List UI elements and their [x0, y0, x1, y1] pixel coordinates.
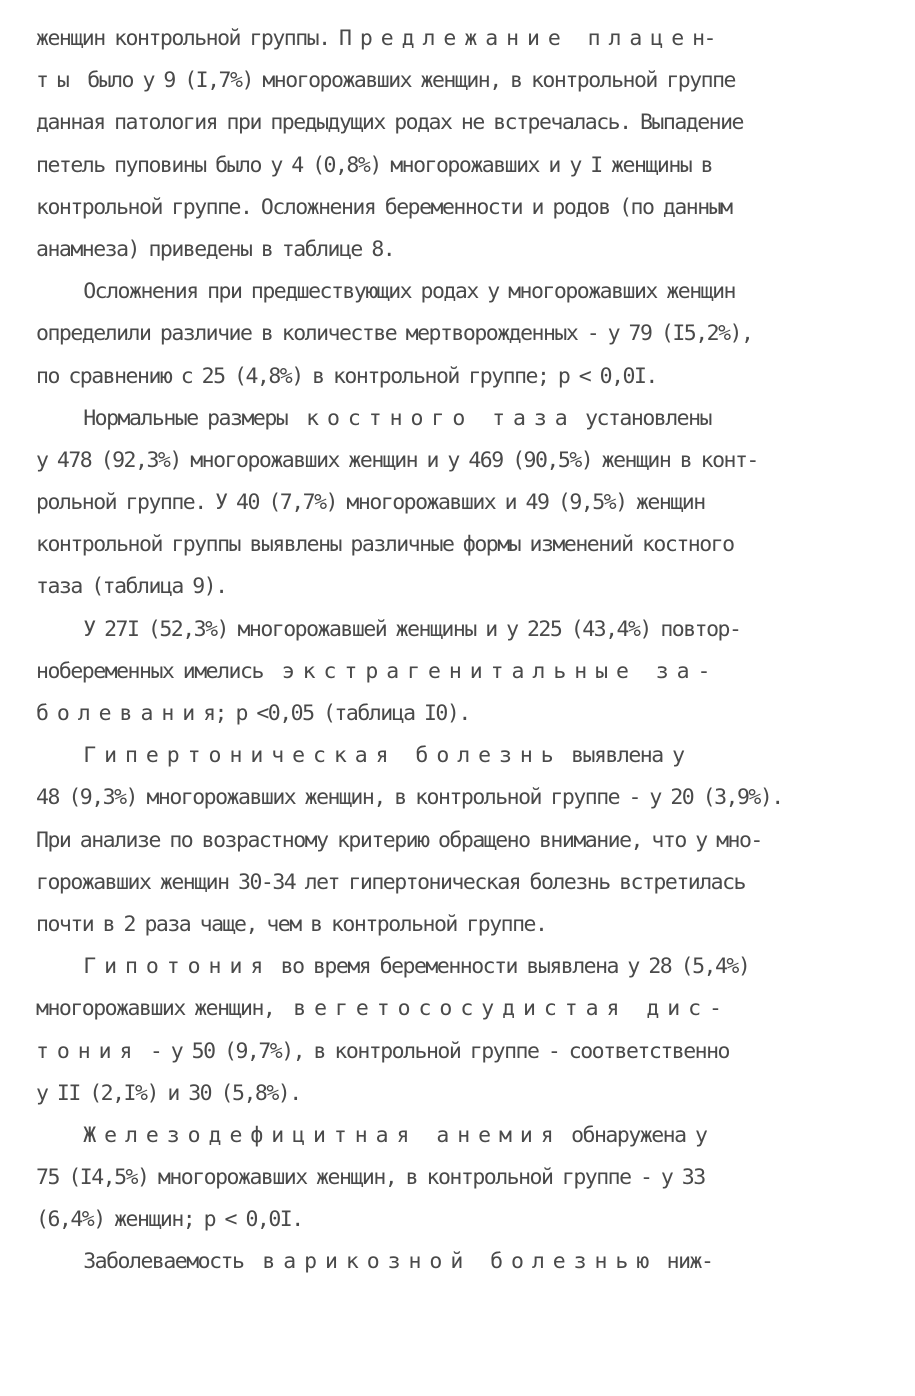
text-line-30: Заболеваемость в а р и к о з н о й б о л е з н ь ю ниж- [36, 1249, 713, 1275]
text-line-1: женщин контрольной группы. П р е д л е ж а н и е п л а ц е н- [36, 26, 715, 51]
text-line-12: рольной группе. У 40 (7,7%) многорожавших и 49 (9,5%) женщин [36, 490, 705, 516]
text-line-28: 75 (I4,5%) многорожавших женщин, в контрольной группе - у 33 [36, 1165, 705, 1191]
text-line-25: т о н и я - у 50 (9,7%), в контрольной группе - соответственно [36, 1038, 729, 1064]
text-line-9: по сравнению с 25 (4,8%) в контрольной группе; р < 0,0I. [36, 363, 657, 389]
text-line-8: определили различие в количестве мертворожденных - у 79 (I5,2%), [36, 321, 753, 347]
text-line-27: Ж е л е з о д е ф и ц и т н а я а н е м и я обнаружена у [36, 1122, 707, 1148]
text-line-7: Осложнения при предшествующих родах у многорожавших женщин [36, 279, 735, 305]
text-line-10: Нормальные размеры к о с т н о г о т а з а установлены [36, 405, 711, 431]
text-line-26: у II (2,I%) и 30 (5,8%). [36, 1080, 301, 1106]
text-line-5: контрольной группе. Осложнения беременности и родов (по данным [36, 194, 732, 220]
text-line-17: б о л е в а н и я; р <0,05 (таблица I0). [36, 701, 470, 726]
text-line-3: данная патология при предыдущих родах не встречалась. Выпадение [36, 110, 743, 136]
text-line-15: У 27I (52,3%) многорожавшей женщины и у 225 (43,4%) повтор- [36, 616, 741, 642]
text-line-18: Г и п е р т о н и ч е с к а я б о л е з н ь выявлена у [36, 743, 684, 769]
text-line-4: петель пуповины было у 4 (0,8%) многорожавших и у I женщины в [36, 152, 713, 178]
document-page [36, 18, 886, 1284]
text-line-22: почти в 2 раза чаще, чем в контрольной группе. [36, 911, 547, 937]
text-line-13: контрольной группы выявлены различные формы изменений костного [36, 532, 734, 558]
text-line-19: 48 (9,3%) многорожавших женщин, в контрольной группе - у 20 (3,9%). [36, 785, 783, 811]
text-line-29: (6,4%) женщин; р < 0,0I. [36, 1207, 303, 1233]
text-line-2: т ы было у 9 (I,7%) многорожавших женщин, в контрольной группе [36, 68, 735, 94]
text-line-11: у 478 (92,3%) многорожавших женщин и у 469 (90,5%) женщин в конт- [36, 447, 758, 473]
text-line-14: таза (таблица 9). [36, 574, 227, 600]
text-line-21: горожавших женщин 30-34 лет гипертоническая болезнь встретилась [36, 869, 745, 895]
text-line-24: многорожавших женщин, в е г е т о с о с у д и с т а я д и с - [36, 996, 721, 1022]
text-line-23: Г и п о т о н и я во время беременности выявлена у 28 (5,4%) [36, 954, 750, 980]
text-line-6: анамнеза) приведены в таблице 8. [36, 236, 395, 262]
text-line-16: нобеременных имелись э к с т р а г е н и т а л ь н ы е з а - [36, 658, 709, 684]
text-line-20: При анализе по возрастному критерию обращено внимание, что у мно- [36, 827, 762, 853]
